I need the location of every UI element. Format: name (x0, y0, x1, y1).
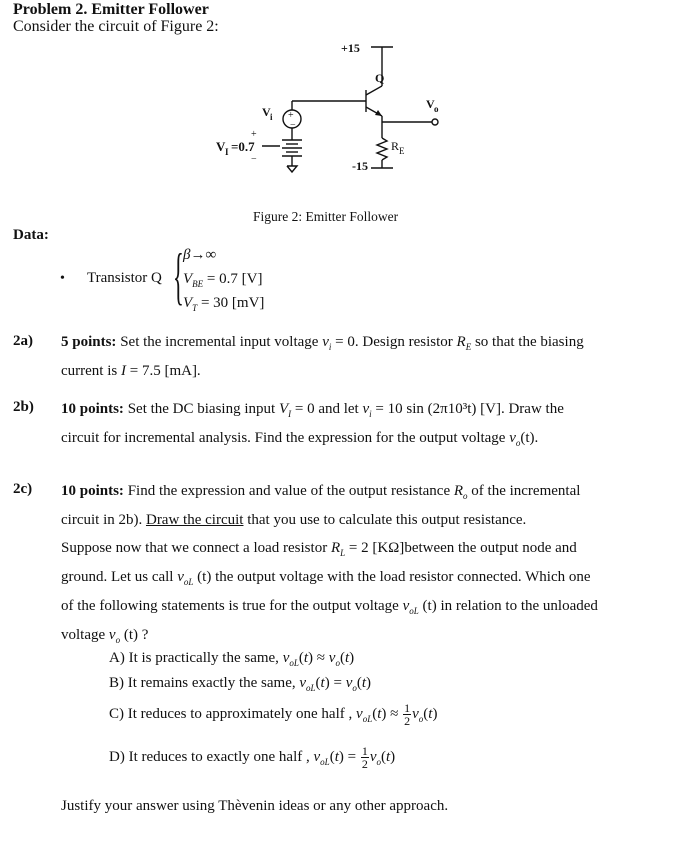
transistor-collector (366, 86, 382, 95)
option-c: C) It reduces to approximately one half , $v_{oL}(t)$ ≈ $\frac{1}{2}$ $v_o(t)$ (109, 701, 438, 728)
vdc-minus-sign: − (251, 154, 257, 165)
question-2c-number: 2c) (13, 481, 33, 497)
re-resistor (377, 138, 387, 160)
data-heading: Data: (13, 227, 49, 243)
question-2c-text: 10 points: Find the expression and value of the output resistance $R_o$ of the incremental circuit in 2b). Draw the circuit that you use to calculate this output resistance. (61, 483, 581, 528)
option-d: D) It reduces to exactly one half , $v_{oL}(t)$ = $\frac{1}{2}$ $v_o(t)$ (109, 744, 396, 771)
justify-instruction: Justify your answer using Thèvenin ideas or any other approach. (61, 798, 449, 814)
bullet-point: • (60, 271, 65, 286)
problem-title: Problem 2. Emitter Follower (13, 1, 209, 18)
transistor-label: Q (375, 71, 385, 85)
re-label: R (391, 139, 400, 153)
brace-symbol: { (173, 240, 184, 311)
vi-plus-sign: + (288, 110, 294, 121)
re-subscript: E (399, 146, 405, 156)
option-b: B) It remains exactly the same, $v_{oL}(t) = v_o(t)$ (109, 675, 372, 693)
vi-minus-sign: − (290, 120, 296, 131)
vo-subscript: o (434, 104, 439, 114)
question-2b-text: 10 points: Set the DC biasing input $V_I = 0$ and let $v_i = 10$ sin (2π10³t) [V]. Draw the circuit for incremental analysis. Find the expression for the output voltage $v_o(t)$. (61, 401, 564, 448)
param-vbe: $V_{BE} = 0.7$ [V] (183, 271, 263, 289)
vdc-label: V (216, 139, 226, 154)
vdc-plus-sign: + (251, 129, 257, 140)
ground-symbol (287, 166, 297, 172)
param-vt: $V_T = 30$ [mV] (183, 295, 265, 313)
vcc-label: +15 (341, 41, 360, 55)
option-a: A) It is practically the same, $v_{oL}(t) \approx v_o(t)$ (109, 650, 355, 668)
param-beta: β→∞ (183, 247, 217, 263)
question-2b-number: 2b) (13, 399, 34, 415)
output-terminal (432, 119, 438, 125)
vdc-subscript: I (225, 147, 229, 157)
half-fraction: $\frac{1}{2}$ (361, 744, 368, 771)
vdc-value: =0.7 (231, 139, 255, 154)
question-2c-scenario: Suppose now that we connect a load resistor $R_L = 2$ [KΩ]between the output node and ground. Let us call $v_{oL}$ (t) the output voltage with the load resistor connected. Which one of the following statements is true for the output voltage $v_{oL}$ (t) in relation to the unloaded voltage $v_o$ (t) ? (61, 540, 598, 645)
question-2a-text: 5 points: Set the incremental input voltage $v_i = 0$. Design resistor $R_E$ so that the biasing current is I = 7.5 [mA]. (61, 334, 584, 379)
component-label: Transistor Q (87, 270, 162, 286)
figure-caption: Figure 2: Emitter Follower (253, 209, 399, 224)
vo-label: V (426, 97, 435, 111)
problem-intro: Consider the circuit of Figure 2: (13, 18, 219, 35)
question-2a-number: 2a) (13, 333, 33, 349)
vee-label: -15 (352, 159, 368, 173)
circuit-diagram (0, 0, 695, 220)
half-fraction: $\frac{1}{2}$ (404, 701, 411, 728)
vi-subscript: i (270, 112, 273, 122)
vi-label: V (262, 105, 271, 119)
